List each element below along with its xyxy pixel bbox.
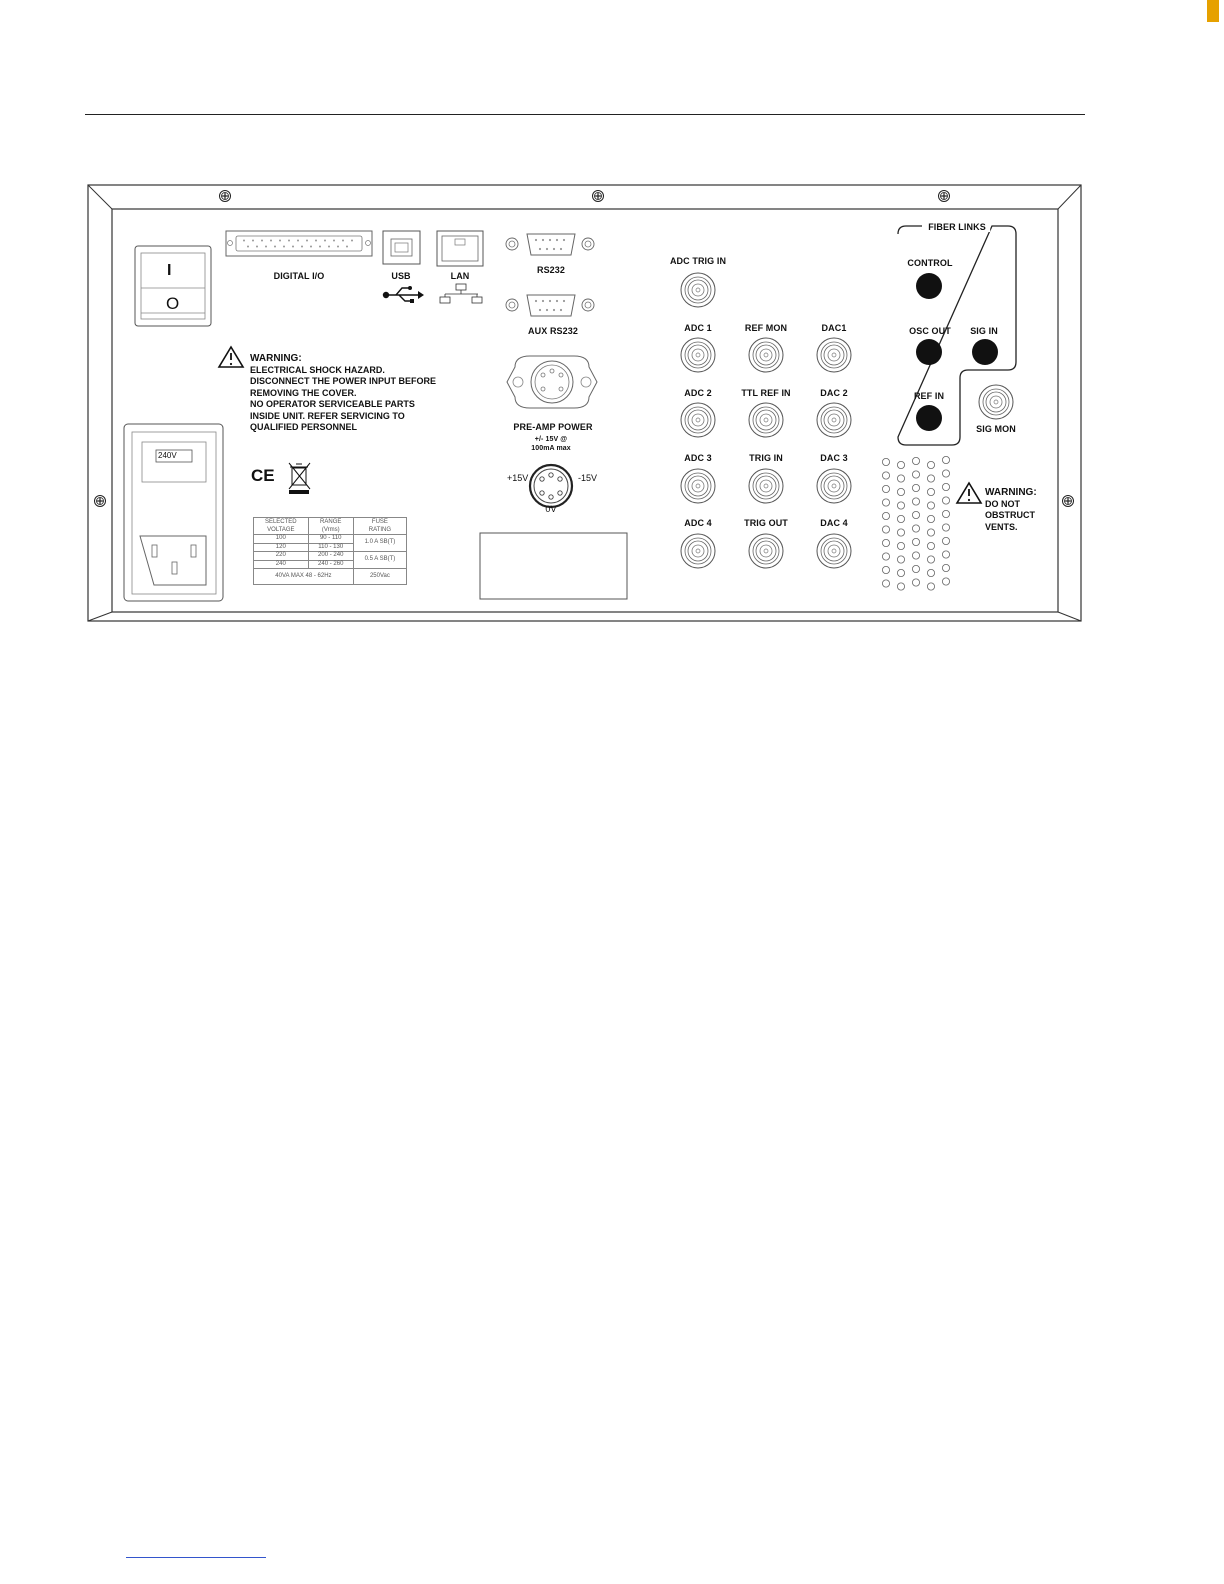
bnc-dac2[interactable]	[817, 403, 851, 437]
screw-icon	[95, 496, 106, 507]
bnc-adc-trig-in[interactable]	[681, 273, 715, 307]
bnc-ttl-ref-in[interactable]	[749, 403, 783, 437]
table-row: 240 240 - 260	[254, 560, 407, 569]
rs232-label: RS232	[536, 265, 566, 275]
bnc-label: ADC 3	[684, 453, 712, 463]
table-header: FUSE RATING	[353, 518, 406, 535]
power-on-symbol: I	[167, 262, 172, 279]
fiber-ref-in-port[interactable]	[916, 405, 942, 431]
fuse-rating-table	[253, 517, 407, 585]
fiber-control-port[interactable]	[916, 273, 942, 299]
main-warning-line: REMOVING THE COVER.	[250, 387, 357, 398]
vent-warning-line: OBSTRUCT	[985, 510, 1035, 520]
fiber-port-label: SIG IN	[970, 326, 998, 336]
table-row: 120 110 - 130	[254, 543, 407, 552]
bnc-adc1[interactable]	[681, 338, 715, 372]
bnc-label: DAC1	[821, 323, 847, 333]
bnc-label: ADC 4	[684, 518, 712, 528]
fuse-rating-high: 0.5 A SB(T)	[353, 552, 406, 569]
power-switch[interactable]	[135, 246, 211, 326]
preamp-power-title: PRE-AMP POWER	[513, 422, 593, 432]
lan-label: LAN	[450, 271, 470, 281]
ce-mark: CE	[251, 466, 275, 485]
digital-io-connector[interactable]	[226, 231, 372, 256]
main-warning-line: ELECTRICAL SHOCK HAZARD.	[250, 364, 385, 375]
aux-rs232-label: AUX RS232	[528, 326, 578, 336]
fiber-port-label: REF IN	[913, 391, 945, 401]
bnc-label: ADC 2	[684, 388, 712, 398]
main-warning	[250, 353, 436, 434]
bnc-label: DAC 3	[820, 453, 848, 463]
fiber-port-label: CONTROL	[907, 258, 953, 268]
bnc-sig-mon[interactable]	[979, 385, 1013, 419]
label-plate	[480, 533, 627, 599]
preamp-power-connector[interactable]	[507, 356, 597, 408]
preamp-plus-pin-label: +15V	[507, 473, 529, 483]
screw-icon	[939, 191, 950, 202]
fuse-rating-low: 1.0 A SB(T)	[353, 535, 406, 552]
main-warning-line: NO OPERATOR SERVICEABLE PARTS	[250, 399, 415, 409]
screw-icon	[593, 191, 604, 202]
fiber-port-label: OSC OUT	[909, 326, 951, 336]
bnc-ref-mon[interactable]	[749, 338, 783, 372]
preamp-spec-line: +/- 15V @	[534, 436, 568, 443]
bnc-adc3[interactable]	[681, 469, 715, 503]
bnc-label: TRIG IN	[749, 453, 783, 463]
bnc-adc2[interactable]	[681, 403, 715, 437]
bnc-adc4[interactable]	[681, 534, 715, 568]
screw-icon	[220, 191, 231, 202]
vent-warning-title: WARNING:	[985, 487, 1037, 498]
voltage-selector-value: 240V	[158, 451, 177, 460]
bnc-label: DAC 4	[820, 518, 848, 528]
lan-port[interactable]	[437, 231, 483, 266]
preamp-pinout-diagram	[530, 465, 572, 507]
screw-icon	[1063, 496, 1074, 507]
bnc-label: SIG MON	[976, 424, 1016, 434]
bnc-dac3[interactable]	[817, 469, 851, 503]
vent-warning	[985, 487, 1037, 533]
bnc-dac4[interactable]	[817, 534, 851, 568]
digital-io-label: DIGITAL I/O	[273, 271, 325, 281]
fiber-osc-out-port[interactable]	[916, 339, 942, 365]
usb-label: USB	[391, 271, 411, 281]
vent-warning-line: VENTS.	[985, 521, 1018, 532]
preamp-spec-line: 100mA max	[531, 445, 571, 452]
table-header: RANGE (Vrms)	[308, 518, 353, 535]
usb-port[interactable]	[383, 231, 420, 264]
bnc-label: ADC TRIG IN	[669, 256, 727, 266]
main-warning-line: INSIDE UNIT. REFER SERVICING TO	[250, 410, 405, 421]
table-header: SELECTED VOLTAGE	[254, 518, 309, 535]
table-footer-row: 40VA MAX 48 - 62Hz 250Vac	[254, 569, 407, 585]
bnc-label: DAC 2	[820, 388, 848, 398]
vent-warning-line: DO NOT	[985, 498, 1020, 509]
power-off-symbol: O	[166, 294, 180, 313]
bnc-trig-in[interactable]	[749, 469, 783, 503]
bnc-label: TTL REF IN	[741, 388, 791, 398]
main-warning-line: QUALIFIED PERSONNEL	[250, 422, 358, 432]
main-warning-title: WARNING:	[250, 353, 302, 364]
bnc-trig-out[interactable]	[749, 534, 783, 568]
preamp-minus-pin-label: -15V	[578, 473, 598, 483]
bnc-label: REF MON	[744, 323, 788, 333]
preamp-zero-pin-label: 0V	[545, 504, 557, 514]
fiber-links-title: FIBER LINKS	[924, 222, 990, 232]
table-row: 100 90 - 110 1.0 A SB(T)	[254, 535, 407, 544]
bnc-label: ADC 1	[684, 323, 712, 333]
main-warning-line: DISCONNECT THE POWER INPUT BEFORE	[250, 376, 437, 386]
table-row: 220 200 - 240 0.5 A SB(T)	[254, 552, 407, 561]
fiber-sig-in-port[interactable]	[972, 339, 998, 365]
bnc-dac1[interactable]	[817, 338, 851, 372]
bnc-label: TRIG OUT	[744, 518, 788, 528]
